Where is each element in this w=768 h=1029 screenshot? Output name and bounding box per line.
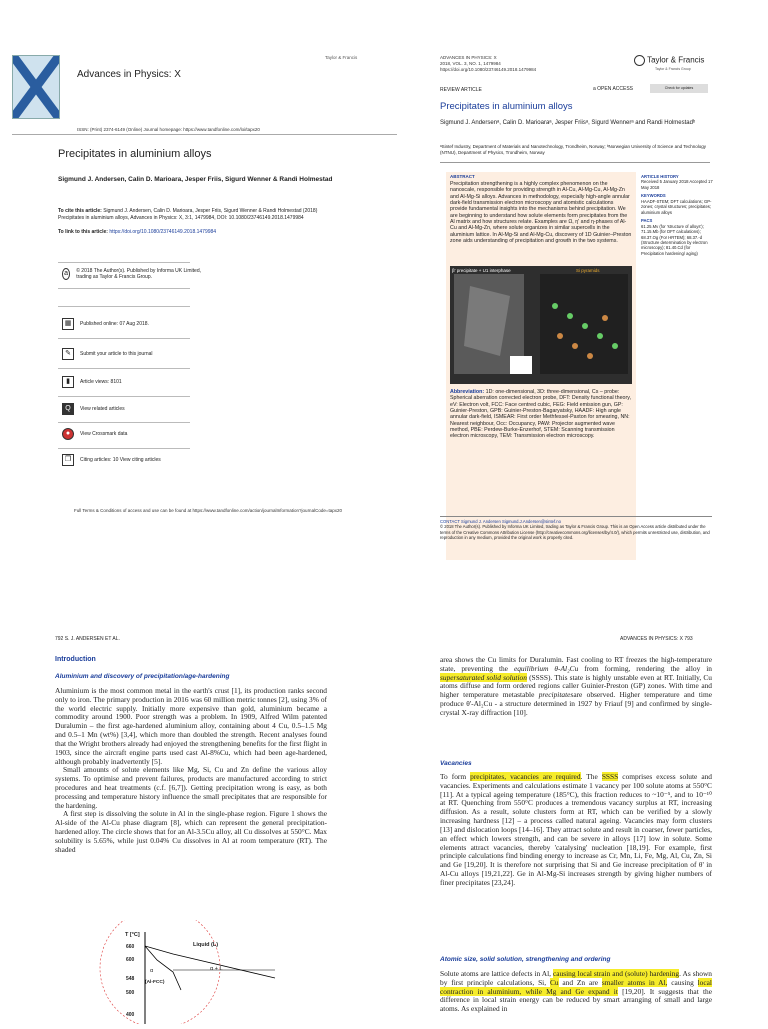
- publisher-icon: [634, 55, 645, 66]
- section-heading: Introduction: [55, 656, 96, 663]
- divider: [58, 368, 190, 369]
- tick-label: 548: [126, 976, 135, 982]
- paragraph: Aluminium is the most common metal in the earth's crust [1], its production ranks second only to iron. The primary production in 2016 was 60 million metric tonnes [2], using 3% of the world electric supply. Initially more expensive than gold, aluminium became a commodity around 1900. Poor strength was a problem. In 1909, Alfred Wilm patented Duralumin – the first age-hardened aluminium alloy, containing about 4 Cu, 0.5–1.5 Mg and 0.5–1 Mn (wt%) [3,4], which more than doubled the strength. Recent analyses found that the Wright brothers already had enjoyed the strengthening benefits for the first flight in 1903, since the aircraft engine parts used cast Al-8%Cu, which had been age-hardened, although probably inadvertently [5].: [55, 686, 327, 766]
- highlight: Cu: [549, 977, 559, 987]
- contact-line[interactable]: CONTACT Sigmund J. Andersen Sigmund.J.Andersen@sintef.no: [440, 519, 561, 524]
- highlight: supersaturated solid solution: [440, 672, 527, 682]
- text-run: causing: [667, 977, 698, 987]
- keywords-heading: KEYWORDS: [641, 193, 666, 199]
- publisher-logo-small: Taylor & Francis: [325, 55, 358, 60]
- affiliations: ᵃSintef Industry, Department of Materials and Nanotechnology, Trondheim, Norway; ᵇNorwegian University of Science and Technology (NTNU), Department of Physics, Trondheim, Norway: [440, 144, 707, 156]
- citing-icon: ❐: [62, 454, 74, 466]
- citing-link[interactable]: Citing articles: 10 View citing articles: [80, 457, 161, 463]
- tick-label: 500: [126, 990, 135, 996]
- publisher-name: Taylor & Francis: [647, 55, 705, 65]
- text-run: To form: [440, 772, 471, 781]
- abstract-text: Precipitation strengthening is a highly complex phenomenon on the nanoscale, responsible for providing strength in Al-Cu, Al-Mg-Cu, Al-Mg-Zn and Al-Mg-Si alloys. Advances in methodology, especially high-angle annular dark-field transmission electron microscopy and atomistic calculations provide fundamental insights into the mechanisms behind precipitation. We are beginning to understand how solute elements form precipitates from the Al matrix and how structures relate. Examples are Ω, η' and η-phases of Al-Cu and Al-Mg-Zn, where solute organizes in similar supercells in the aluminium lattice. In Al-Mg-Si and Al-Mg-Cu, discovery of 1D Guinier–Preston zone aids understanding of precipitation and growth in the two systems.: [450, 181, 632, 245]
- cite-label: To cite this article:: [58, 208, 102, 214]
- crossmark-link[interactable]: View Crossmark data: [80, 431, 128, 437]
- divider: [440, 516, 712, 517]
- body-text: [440, 656, 712, 718]
- citing-row[interactable]: [62, 454, 161, 466]
- article-authors: Sigmund J. Andersenᵃ, Calin D. Marioaraᵃ, Jesper Friisᵃ, Sigurd Wennerᵃ and Randi Holmestadᵇ: [440, 120, 696, 126]
- related-row[interactable]: [62, 403, 125, 415]
- text-run: and Zn are: [558, 977, 602, 987]
- divider: [58, 262, 190, 263]
- text-run: comprises excess solute and vacancies. Experiments and calculations estimate 1 vacancy per 100 solute atoms at 550°C [11]. At a typical ageing temperature (185°C), this fraction reduces to ~10⁻⁵, and to 10⁻¹⁰ at RT. Quenching from 550°C produces a tremendous vacancy surplus at RT, increasing diffusion. As a result, solute clusters form at RT, which can be verified by a slowly increasing hardness [12] – a process called natural ageing. Vacancies may form clusters [13] and dislocation loops [14–16]. They attract solute and result in coarser, fewer particles, an effect which lowers strength, and can be severe in alloys [17] low in solute. Some elements attract vacancies, thereby 'catalysing' nucleation [18,19]. For example, first principle calculations find binding energy to increase as Cr, Mn, Li, Fe, Mg, Al, Cu, Zn, Si and Ge [19,20]. It is therefore not surprising that Si and Ge increase precipitation of θ' in Al-Cu alloys [19,21,22]. Ge in Al-Mg-Si increases strength by giving higher numbers of finer precipitates [23,24].: [440, 772, 712, 887]
- text-run: from forming, rendering the alloy in: [578, 663, 713, 673]
- abstract-heading: ABSTRACT: [450, 174, 475, 179]
- region-label: Liquid (L): [193, 942, 219, 948]
- divider: [58, 306, 190, 307]
- published-row: [62, 318, 149, 330]
- contact-license: © 2018 The Author(s). Published by Informa UK Limited, trading as Taylor & Francis Group. This is an Open Access article distributed under the terms of the Creative Commons Attribution License (http://creativecommons.org/licenses/by/4.0/), which permits unrestricted use, distribution, and reproduction in any medium, provided the original work is properly cited.: [440, 524, 710, 541]
- open-access-label: OPEN ACCESS: [597, 86, 634, 92]
- cover-title: Precipitates in aluminium alloys: [58, 148, 212, 160]
- paragraph: Small amounts of solute elements like Mg, Si, Cu and Zn define the various alloy systems. To optimise and prevent failures, products are manufactured according to strict procedures and heat treatments (c.f. [6,7]). Getting precipitation wrong is easy, as both processing and temperature history influence the small precipitates that are responsible for the hardening.: [55, 765, 327, 810]
- highlight: smaller atoms in Al,: [601, 977, 668, 987]
- crossmark-icon: ●: [62, 428, 74, 440]
- divider: [58, 288, 190, 289]
- article-title: Precipitates in aluminium alloys: [440, 101, 573, 112]
- region-label: α + L: [210, 966, 223, 972]
- pacs-text: 61.25.Mv (for 'structure of alloys'); 71.15.Mb (for DFT calculations); 68.37.Og (For HRTEM); 68.37.-d (Structure determination by electron microscopy); 81.40.Cd (for Precipitation hardening/ aging): [641, 223, 708, 256]
- issn-line[interactable]: ISSN: (Print) 2374-6149 (Online) Journal homepage: https://www.tandfonline.com/loi/tapx20: [77, 127, 260, 132]
- article-type: REVIEW ARTICLE: [440, 87, 482, 93]
- body-text: [440, 970, 712, 1014]
- subsection-heading: Atomic size, solid solution, strengthening and ordering: [440, 956, 611, 963]
- region-label: α: [150, 968, 154, 974]
- divider: [58, 422, 190, 423]
- tick-label: 400: [126, 1012, 135, 1018]
- divider: [58, 338, 190, 339]
- divider: [58, 396, 190, 397]
- subsection-heading: Vacancies: [440, 760, 472, 767]
- text-run: precipitates: [538, 690, 574, 700]
- terms-text: Full Terms & Conditions of access and use can be found at https://www.tandfonline.com/action/journalInformation?journalCode=tapx20: [74, 508, 342, 513]
- crossmark-row[interactable]: [62, 428, 127, 440]
- page-header: ADVANCES IN PHYSICS: X 793: [620, 636, 693, 642]
- citation-block: [58, 208, 338, 236]
- check-updates-button[interactable]: Check for updates: [650, 84, 708, 93]
- license-row: [62, 268, 202, 280]
- bar-chart-icon: ▮: [62, 376, 74, 388]
- history-text: Received 5 January 2018 Accepted 17 May 2018: [641, 179, 713, 190]
- journal-cover-image: [12, 55, 60, 119]
- open-access-badge: [593, 86, 633, 92]
- highlight: precipitates, vacancies are required: [470, 772, 581, 781]
- highlight: local contraction in aluminium, while Mg and Ge expand it: [440, 977, 712, 996]
- article-meta: ADVANCES IN PHYSICS: X 2018, VOL. 3, NO. 1, 1479984 https://doi.org/10.1080/23746149.2018.1479984: [440, 55, 537, 73]
- paragraph: A first step is dissolving the solute in Al in the single-phase region. Figure 1 shows the Al-side of the Al-Cu phase diagram [8], which can represent the general precipitation-hardened alloy. The circle shows that for an Al-3.5Cu alloy, all Cu dissolves at 550°C. Max solubility is 5.65%, while just 0.04% Cu dissolves in Al at room temperature (RT). The shaded: [55, 809, 327, 854]
- link-label: To link to this article:: [58, 229, 108, 235]
- related-link[interactable]: View related articles: [80, 406, 125, 412]
- subsection-heading: Aluminium and discovery of precipitation/age-hardening: [55, 673, 230, 680]
- open-access-icon: a: [62, 268, 70, 280]
- pacs-heading: PACS: [641, 218, 653, 224]
- cover-authors: Sigmund J. Andersen, Calin D. Marioara, Jesper Friis, Sigurd Wenner & Randi Holmestad: [58, 176, 333, 183]
- abbr-heading: Abbreviation:: [450, 389, 485, 395]
- highlight: SSSS: [601, 772, 619, 781]
- text-run: Solute atoms are lattice defects in Al,: [440, 969, 553, 978]
- published-text: Published online: 07 Aug 2018.: [80, 321, 149, 327]
- text-run: (SSSS). This state is highly unstable even at RT. Initially, Cu atoms diffuse and form ordered regions caller Guinier-Preston (GP) zones. With time and higher temperature metastable: [440, 672, 712, 700]
- figure-label: Si pyramids: [576, 268, 600, 273]
- article-sidebar: [641, 174, 713, 256]
- cite-text: Sigmund J. Andersen, Calin D. Marioara, Jesper Friis, Sigurd Wenner & Randi Holmestad (2018) Precipitates in aluminium alloys, Advances in Physics: X, 3:1, 1479984, DOI: 10.1080/23746149.2018.1479984: [58, 208, 318, 221]
- axis-label: T [°C]: [125, 932, 140, 938]
- views-row: [62, 376, 122, 388]
- edit-icon: ✎: [62, 348, 74, 360]
- text-run: [19,20]. It suggests that the difference in local strain energy can be reduced by smart arranging of small and large atoms. As explained in: [440, 986, 712, 1014]
- publisher-sub: Taylor & Francis Group: [655, 67, 691, 71]
- highlight: causing local strain and (solute) hardening: [553, 969, 680, 978]
- page-header: 792 S. J. ANDERSEN ET AL.: [55, 636, 120, 642]
- region-label: (Al-FCC): [145, 980, 165, 985]
- divider: [58, 448, 190, 449]
- history-heading: ARTICLE HISTORY: [641, 174, 679, 179]
- text-run: equilibrium θ-Al₂Cu: [513, 663, 579, 673]
- body-text: [55, 687, 327, 854]
- text-run: area shows the Cu limits for Duralumin. Fast cooling to RT freezes the high-temperature state, preventing the: [440, 655, 712, 673]
- figure-label: β' precipitate + U1 interphase: [452, 268, 511, 273]
- doi-link[interactable]: https://doi.org/10.1080/23746149.2018.1479984: [109, 229, 217, 235]
- license-text: © 2018 The Author(s). Published by Informa UK Limited, trading as Taylor & Francis Group.: [76, 268, 201, 280]
- submit-link[interactable]: Submit your article to this journal: [80, 351, 153, 357]
- tick-label: 660: [126, 944, 135, 950]
- publisher-logo: [634, 55, 704, 66]
- text-run: . As shown by first principle calculations, Si,: [440, 969, 712, 987]
- graphical-abstract-image: [450, 266, 632, 384]
- journal-name: Advances in Physics: X: [77, 69, 181, 80]
- calendar-icon: ▦: [62, 318, 74, 330]
- views-text: Article views: 8101: [80, 379, 122, 385]
- text-run: are observed. Higher temperature and time produce θ'-Al₂Cu - a structure determined in 1927 by Friauf [9] and confirmed by single-crystal X-ray diffraction [10].: [440, 690, 712, 717]
- divider: [440, 162, 710, 163]
- abbr-text: 1D: one-dimensional, 3D: three-dimensional, Cs – probe: Spherical aberration corrected electron probe, DFT: Density functional theory, eV: Electron volt, FCC: Face centred cubic, FEG: Field emission gun, GP: Guinier-Preston, GPB: Guinier-Preston-Bagaryatsky, HAADF: High angle annular dark-field, ISMEAR: First order Methfessel-Paxton for smearing, NN: Nearest neighbour, Occ: Occupancy, PAW: Projector augmented wave method, PBE: Perdew-Burke-Enzerhof, STEM: Scanning transmission electron microscopy, TEM: Transmission electron microscopy.: [450, 389, 631, 440]
- divider: [12, 134, 397, 135]
- abbreviation-block: [450, 389, 632, 440]
- phase-diagram: [55, 920, 327, 1024]
- search-icon: Q: [62, 403, 74, 415]
- open-access-icon: a: [593, 86, 596, 92]
- submit-row[interactable]: [62, 348, 153, 360]
- keywords-text: HAADF-STEM; DFT calculations; GP- zones; crystal structures; precipitates; aluminium alloys: [641, 198, 712, 215]
- body-text: [440, 773, 712, 888]
- tick-label: 600: [126, 957, 135, 963]
- contact-block: [440, 519, 712, 541]
- text-run: . The: [580, 772, 602, 781]
